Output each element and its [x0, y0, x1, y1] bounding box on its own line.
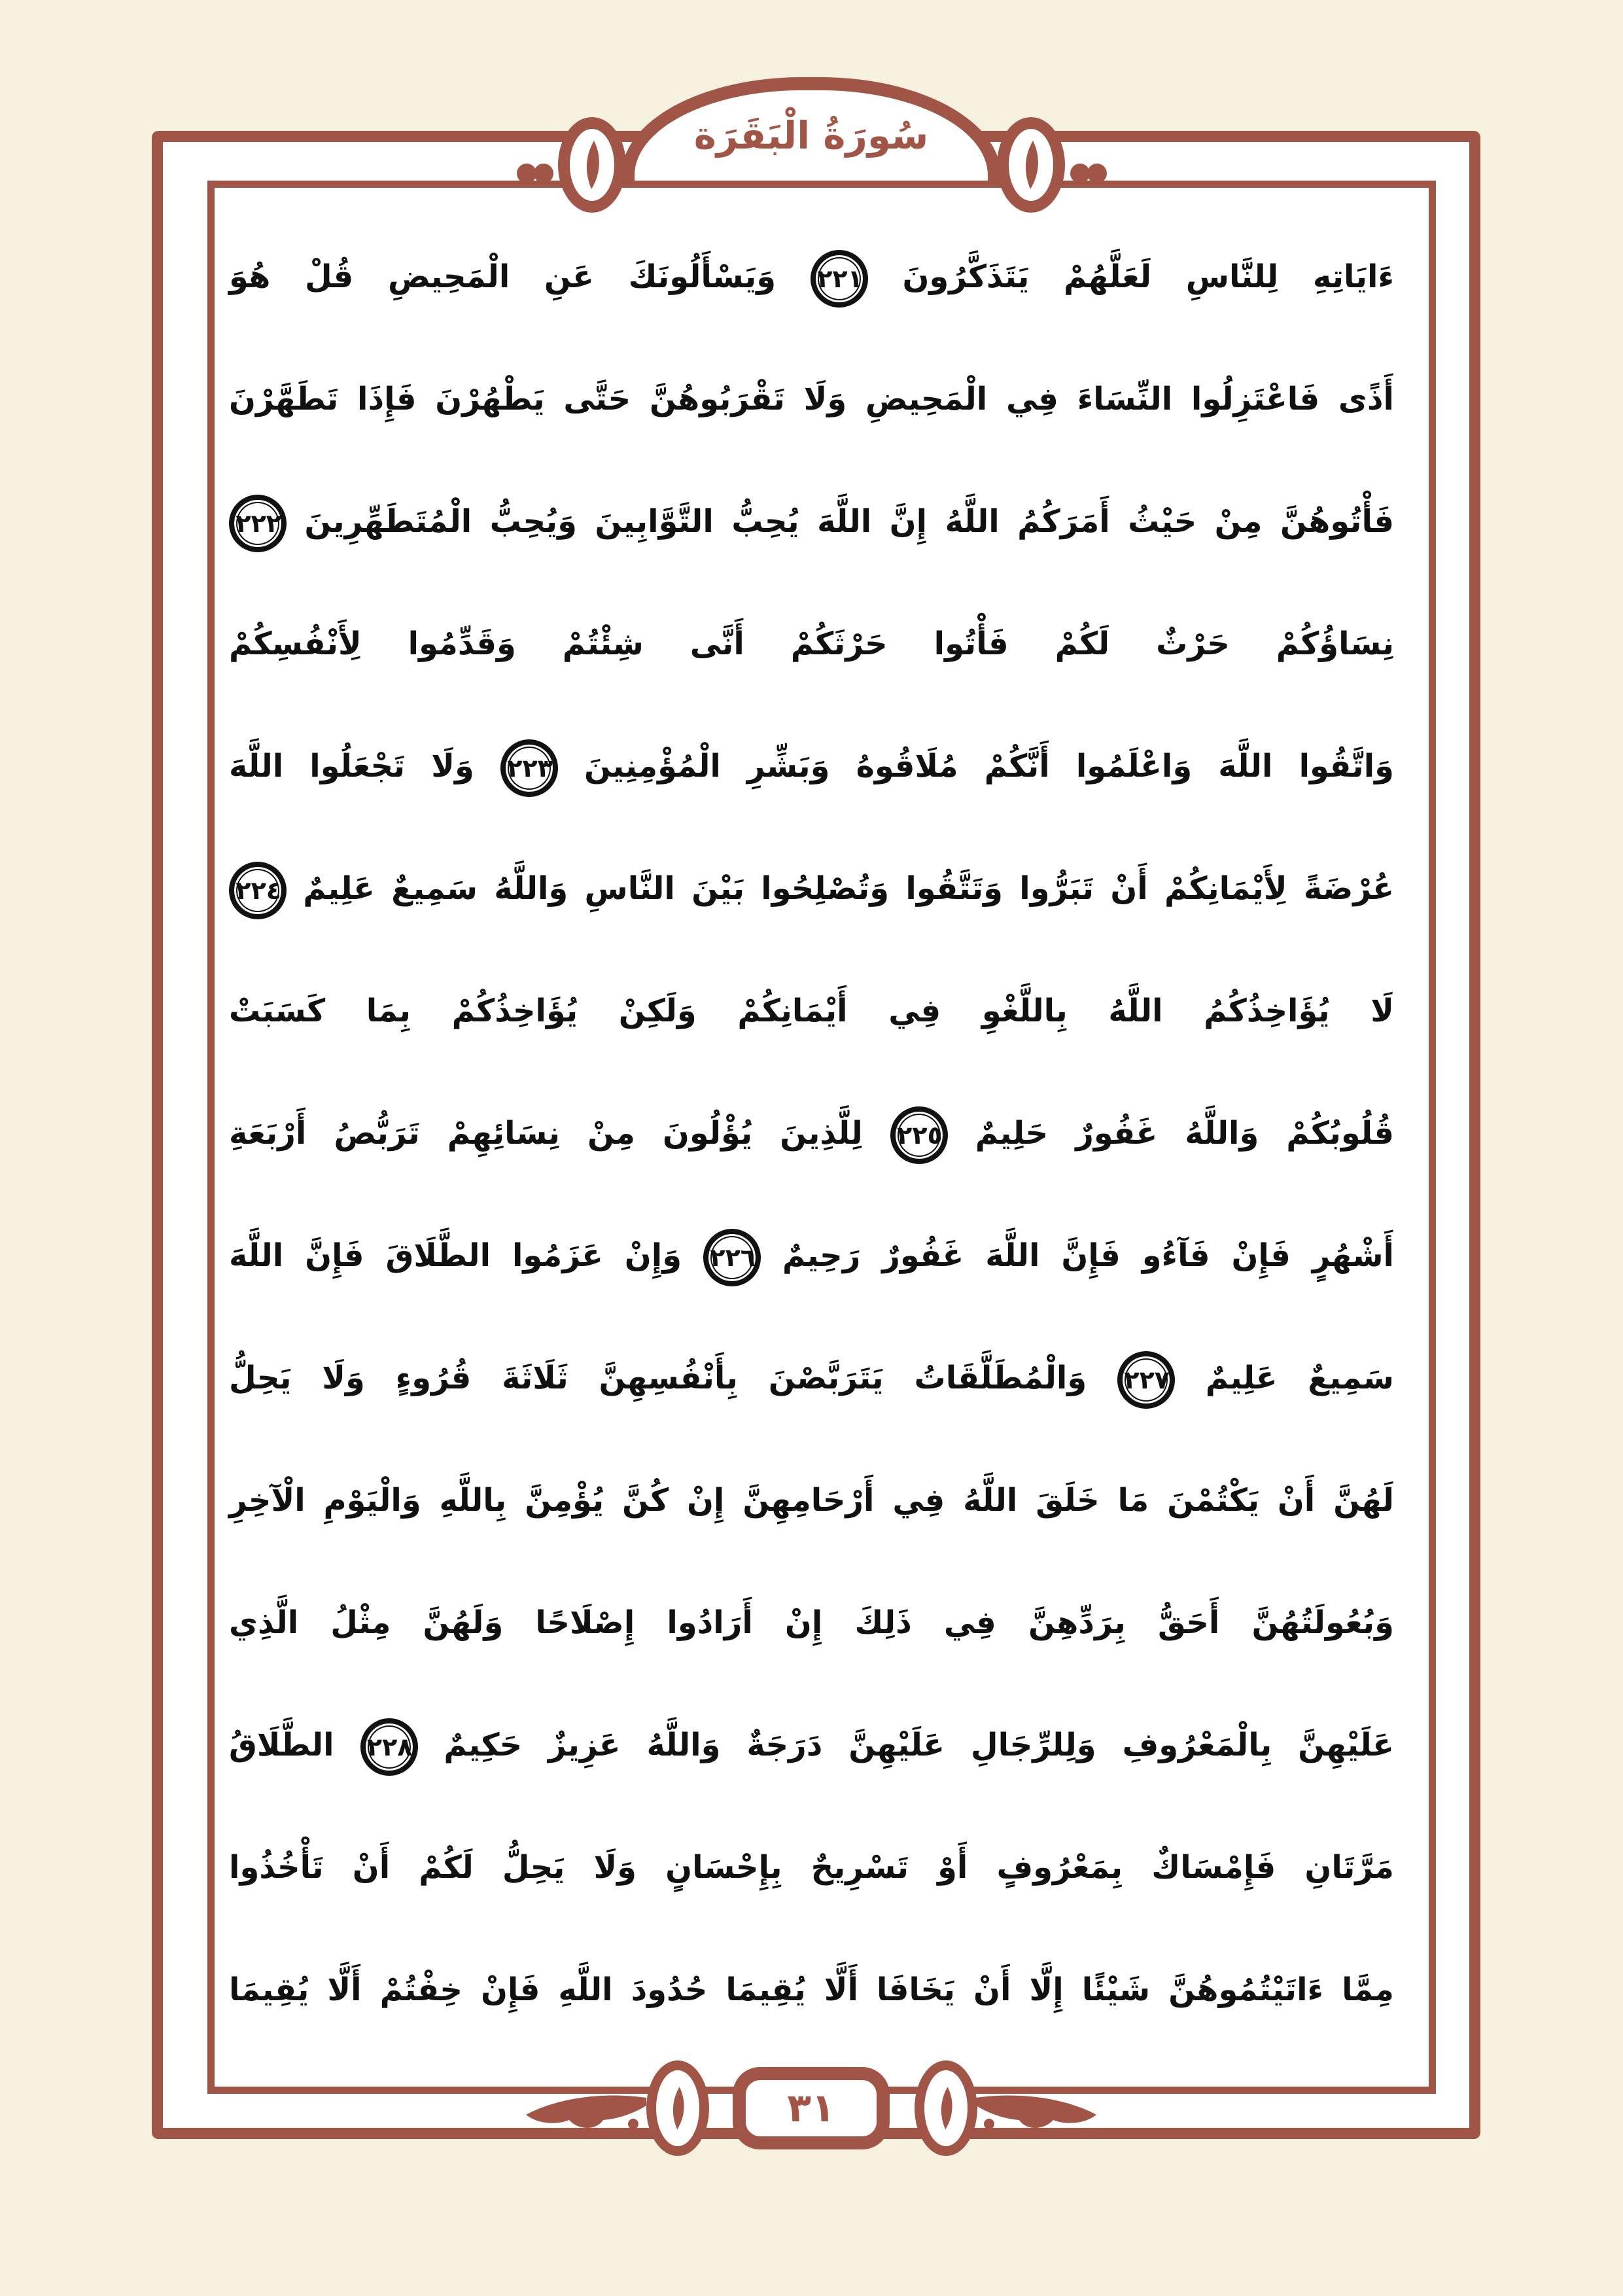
surah-title-cartouche [621, 77, 1001, 181]
mushaf-line [229, 583, 1394, 705]
ayah-text: عُرْضَةً لِأَيْمَانِكُمْ أَنْ تَبَرُّوا وَتَتَّقُوا وَتُصْلِحُوا بَيْنَ النَّاسِ وَاللَّهُ سَمِيعٌ عَلِيمٌ [287, 870, 1394, 907]
surah-title: سُورَةُ الْبَقَرَة [693, 113, 929, 158]
verse-number: ٢٢٨ [366, 1733, 413, 1761]
mushaf-line [229, 1807, 1394, 1929]
mushaf-line [229, 1562, 1394, 1684]
ayah-text: أَذًى فَاعْتَزِلُوا النِّسَاءَ فِي الْمَحِيضِ وَلَا تَقْرَبُوهُنَّ حَتَّى يَطْهُرْنَ فَإِذَا تَطَهَّرْنَ [229, 381, 1394, 417]
ayah-text: لَهُنَّ أَنْ يَكْتُمْنَ مَا خَلَقَ اللَّهُ فِي أَرْحَامِهِنَّ إِنْ كُنَّ يُؤْمِنَّ بِاللَّهِ وَالْيَوْمِ الْآخِرِ [229, 1482, 1394, 1519]
ayah-text: ءَايَاتِهِ لِلنَّاسِ لَعَلَّهُمْ يَتَذَكَّرُونَ [867, 258, 1395, 295]
verse-number-badge [360, 1718, 418, 1776]
verse-number: ٢٢٦ [710, 1243, 756, 1272]
bud-ornament-right [1070, 164, 1107, 183]
ayah-text: وَاتَّقُوا اللَّهَ وَاعْلَمُوا أَنَّكُمْ مُلَاقُوهُ وَبَشِّرِ الْمُؤْمِنِينَ [557, 748, 1394, 785]
page-number-badge [733, 2067, 890, 2149]
verse-number-badge [811, 250, 868, 308]
verse-number: ٢٢٤ [236, 876, 281, 905]
mushaf-line [229, 1439, 1394, 1562]
ayah-text: وَيَسْأَلُونَكَ عَنِ الْمَحِيضِ قُلْ هُوَ [229, 258, 811, 295]
mushaf-line [229, 1195, 1394, 1317]
ayah-text: مِمَّا ءَاتَيْتُمُوهُنَّ شَيْئًا إِلَّا أَنْ يَخَافَا أَلَّا يُقِيمَا حُدُودَ اللَّهِ فَإِنْ خِفْتُمْ أَلَّا يُقِيمَا [229, 1971, 1394, 2008]
ayah-text: قُلُوبُكُمْ وَاللَّهُ غَفُورٌ حَلِيمٌ [947, 1115, 1394, 1152]
verse-number: ٢٢٣ [507, 754, 553, 783]
ayah-text: مَرَّتَانِ فَإِمْسَاكٌ بِمَعْرُوفٍ أَوْ تَسْرِيحٌ بِإِحْسَانٍ وَلَا يَحِلُّ لَكُمْ أَنْ تَأْخُذُوا [229, 1849, 1394, 1886]
mushaf-line [229, 950, 1394, 1072]
ayah-text: لِلَّذِينَ يُؤْلُونَ مِنْ نِسَائِهِمْ تَرَبُّصُ أَرْبَعَةِ [229, 1115, 890, 1152]
mushaf-line [229, 338, 1394, 461]
mushaf-line [229, 1684, 1394, 1807]
verse-number-badge [229, 495, 287, 552]
ayah-text: وَلَا تَجْعَلُوا اللَّهَ [229, 748, 500, 785]
verse-number-badge [890, 1106, 948, 1164]
verse-number: ٢٢١ [817, 264, 863, 293]
verse-number-badge [229, 862, 287, 919]
bud-ornament-left [517, 164, 553, 183]
mushaf-line [229, 1317, 1394, 1439]
quran-text-area [229, 216, 1394, 2055]
leaf-icon [581, 139, 603, 190]
mushaf-line [229, 216, 1394, 338]
footer-ornament-ring-left [646, 2060, 709, 2156]
page-number: ٣١ [787, 2085, 835, 2131]
mushaf-line [229, 1072, 1394, 1195]
footer-wing-leaf-right [975, 2095, 1099, 2129]
mushaf-line [229, 1929, 1394, 2051]
header-ornament-ring-right [997, 117, 1065, 213]
ayah-text: لَا يُؤَاخِذُكُمُ اللَّهُ بِاللَّغْوِ فِي أَيْمَانِكُمْ وَلَكِنْ يُؤَاخِذُكُمْ بِمَا كَسَبَتْ [229, 993, 1394, 1029]
leaf-icon [936, 2085, 956, 2132]
verse-number-badge [703, 1229, 761, 1286]
ayah-text: سَمِيعٌ عَلِيمٌ [1174, 1360, 1394, 1396]
mushaf-line [229, 461, 1394, 583]
mushaf-line [229, 828, 1394, 950]
verse-number: ٢٢٧ [1124, 1366, 1170, 1394]
ayah-text: نِسَاؤُكُمْ حَرْثٌ لَكُمْ فَأْتُوا حَرْثَكُمْ أَنَّى شِئْتُمْ وَقَدِّمُوا لِأَنْفُسِكُمْ [229, 626, 1394, 662]
leaf-icon [668, 2085, 688, 2132]
footer-wing-leaf-left [523, 2095, 648, 2129]
ayah-text: وَإِنْ عَزَمُوا الطَّلَاقَ فَإِنَّ اللَّهَ [229, 1237, 703, 1274]
ayah-text: عَلَيْهِنَّ بِالْمَعْرُوفِ وَلِلرِّجَالِ عَلَيْهِنَّ دَرَجَةٌ وَاللَّهُ عَزِيزٌ حَكِيمٌ [417, 1727, 1394, 1763]
footer-ornament-ring-right [915, 2060, 977, 2156]
ayah-text: وَبُعُولَتُهُنَّ أَحَقُّ بِرَدِّهِنَّ فِي ذَلِكَ إِنْ أَرَادُوا إِصْلَاحًا وَلَهُنَّ مِثْلُ الَّذِي [229, 1604, 1394, 1641]
verse-number: ٢٢٥ [897, 1121, 943, 1150]
verse-number: ٢٢٢ [236, 509, 281, 538]
verse-number-badge [1117, 1351, 1175, 1409]
leaf-icon [1020, 139, 1042, 190]
mushaf-line [229, 705, 1394, 828]
ayah-text: الطَّلَاقُ [229, 1727, 360, 1763]
ayah-text: فَأْتُوهُنَّ مِنْ حَيْثُ أَمَرَكُمُ اللَّهُ إِنَّ اللَّهَ يُحِبُّ التَّوَّابِينَ وَيُحِبُّ الْمُتَطَهِّرِينَ [287, 503, 1394, 540]
ayah-text: وَالْمُطَلَّقَاتُ يَتَرَبَّصْنَ بِأَنْفُسِهِنَّ ثَلَاثَةَ قُرُوءٍ وَلَا يَحِلُّ [229, 1360, 1117, 1396]
verse-number-badge [500, 739, 558, 797]
header-ornament-ring-left [558, 117, 626, 213]
ayah-text: أَشْهُرٍ فَإِنْ فَآءُو فَإِنَّ اللَّهَ غَفُورٌ رَحِيمٌ [760, 1237, 1395, 1274]
